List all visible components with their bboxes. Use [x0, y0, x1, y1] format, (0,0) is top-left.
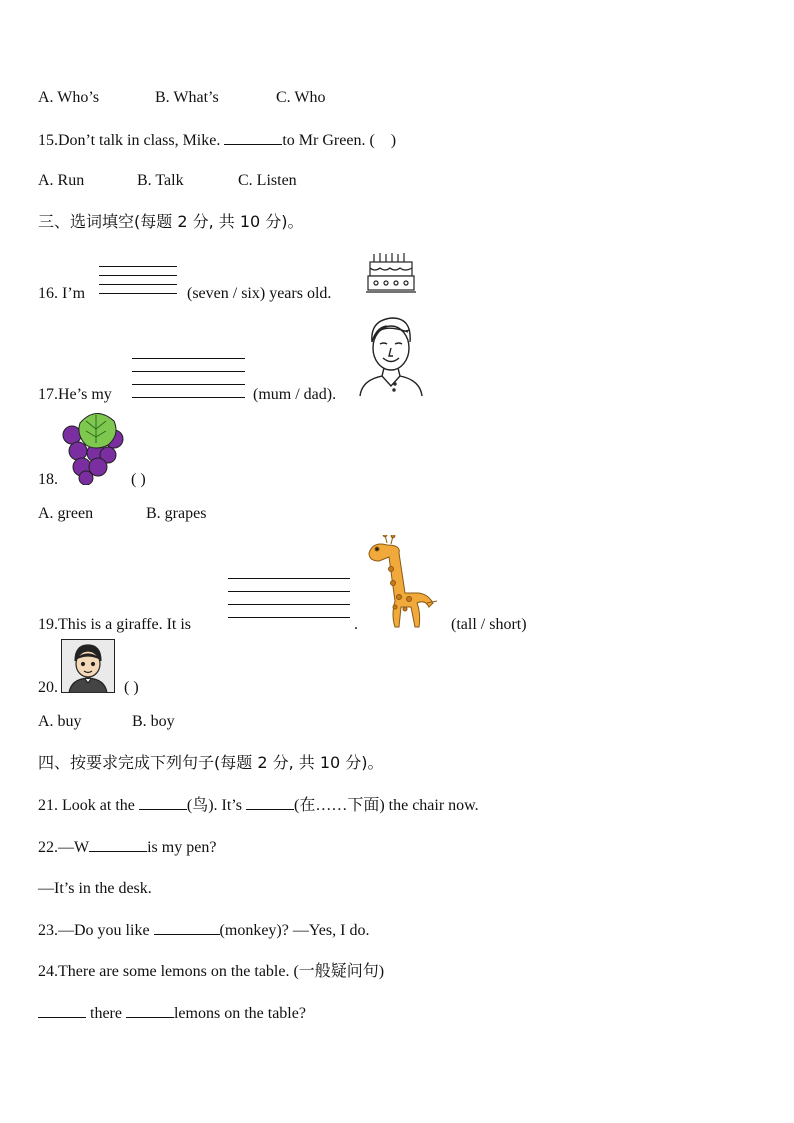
giraffe-icon — [365, 535, 441, 631]
grapes-icon — [58, 409, 126, 485]
q18-number: 18. — [38, 471, 58, 488]
q15-options — [38, 171, 297, 191]
q18-paren-wrap — [131, 470, 146, 490]
q16-writing-lines[interactable] — [99, 266, 177, 296]
q19-after-wrap — [451, 615, 527, 635]
q16-after: (seven / six) years old. — [187, 285, 332, 302]
q21-part-c: (在……下面) the chair now. — [293, 797, 479, 814]
q21-part-b: (鸟). It’s — [186, 797, 242, 814]
q22-question — [38, 837, 216, 858]
q22-part-b: is my pen? — [147, 839, 217, 856]
q15-option-b[interactable]: B. Talk — [137, 172, 184, 189]
q24-answer-line — [38, 1003, 306, 1024]
q20-question — [38, 678, 58, 698]
q16-after-wrap — [187, 284, 331, 304]
q17-after-wrap — [253, 385, 336, 405]
q19-after: (tall / short) — [451, 616, 527, 633]
q20-number: 20. — [38, 679, 58, 696]
q21-part-a: 21. Look at the — [38, 797, 135, 814]
q22-part-a: 22.—W — [38, 839, 90, 856]
q14-option-a[interactable]: A. Who’s — [38, 89, 100, 106]
q20-options — [38, 712, 175, 732]
q15-blank[interactable] — [224, 130, 282, 145]
q20-option-a[interactable]: A. buy — [38, 713, 82, 730]
q17-question — [38, 385, 112, 405]
q21-blank-2[interactable] — [246, 795, 294, 810]
q15-text-before: 15.Don’t talk in class, Mike. — [38, 132, 221, 149]
q19-before: 19.This is a giraffe. It is — [38, 616, 192, 633]
q14-options — [38, 88, 325, 108]
q23-part-a: 23.—Do you like — [38, 922, 150, 939]
q15-question — [38, 130, 396, 151]
q16-before: 16. I’m — [38, 285, 86, 302]
q17-writing-lines[interactable] — [132, 358, 245, 398]
q23-part-b: (monkey)? —Yes, I do. — [219, 922, 370, 939]
q20-paren-wrap — [124, 678, 139, 698]
section4-heading: 四、按要求完成下列句子(每题 2 分, 共 10 分)。 — [38, 753, 384, 772]
q18-option-b[interactable]: B. grapes — [146, 505, 207, 522]
q18-options — [38, 504, 206, 524]
cake-icon — [366, 250, 416, 296]
q22-blank[interactable] — [89, 837, 147, 852]
q24-answer-part-b: lemons on the table? — [173, 1005, 306, 1022]
q20-option-b[interactable]: B. boy — [132, 713, 175, 730]
q18-paren[interactable]: ( ) — [131, 471, 146, 488]
q23-blank[interactable] — [154, 920, 220, 935]
q24-answer-part-a: there — [90, 1005, 122, 1022]
q20-paren[interactable]: ( ) — [124, 679, 139, 696]
q17-before: 17.He’s my — [38, 386, 112, 403]
q19-question — [38, 615, 191, 635]
section3-heading: 三、选词填空(每题 2 分, 共 10 分)。 — [38, 212, 304, 231]
q15-text-after: to Mr Green. ( — [282, 132, 375, 149]
q15-option-c[interactable]: C. Listen — [238, 172, 297, 189]
boy-portrait-icon — [61, 639, 115, 693]
man-portrait-icon — [358, 312, 424, 398]
q21-question — [38, 795, 479, 816]
q15-option-a[interactable]: A. Run — [38, 172, 85, 189]
q24-blank-2[interactable] — [126, 1003, 174, 1018]
q15-paren-close: ) — [390, 132, 397, 149]
q22-answer-line: —It’s in the desk. — [38, 880, 152, 897]
q19-writing-lines[interactable] — [228, 578, 350, 620]
q23-question — [38, 920, 369, 941]
q14-option-b[interactable]: B. What’s — [155, 89, 219, 106]
q16-question — [38, 284, 85, 304]
q24-question: 24.There are some lemons on the table. (一般疑问句) — [38, 963, 385, 980]
q18-option-a[interactable]: A. green — [38, 505, 94, 522]
q18-question — [38, 470, 58, 490]
q17-after: (mum / dad). — [253, 386, 337, 403]
q21-blank-1[interactable] — [139, 795, 187, 810]
q24-blank-1[interactable] — [38, 1003, 86, 1018]
q14-option-c[interactable]: C. Who — [276, 89, 326, 106]
q19-period: . — [354, 616, 358, 633]
q19-period-wrap — [354, 615, 358, 635]
